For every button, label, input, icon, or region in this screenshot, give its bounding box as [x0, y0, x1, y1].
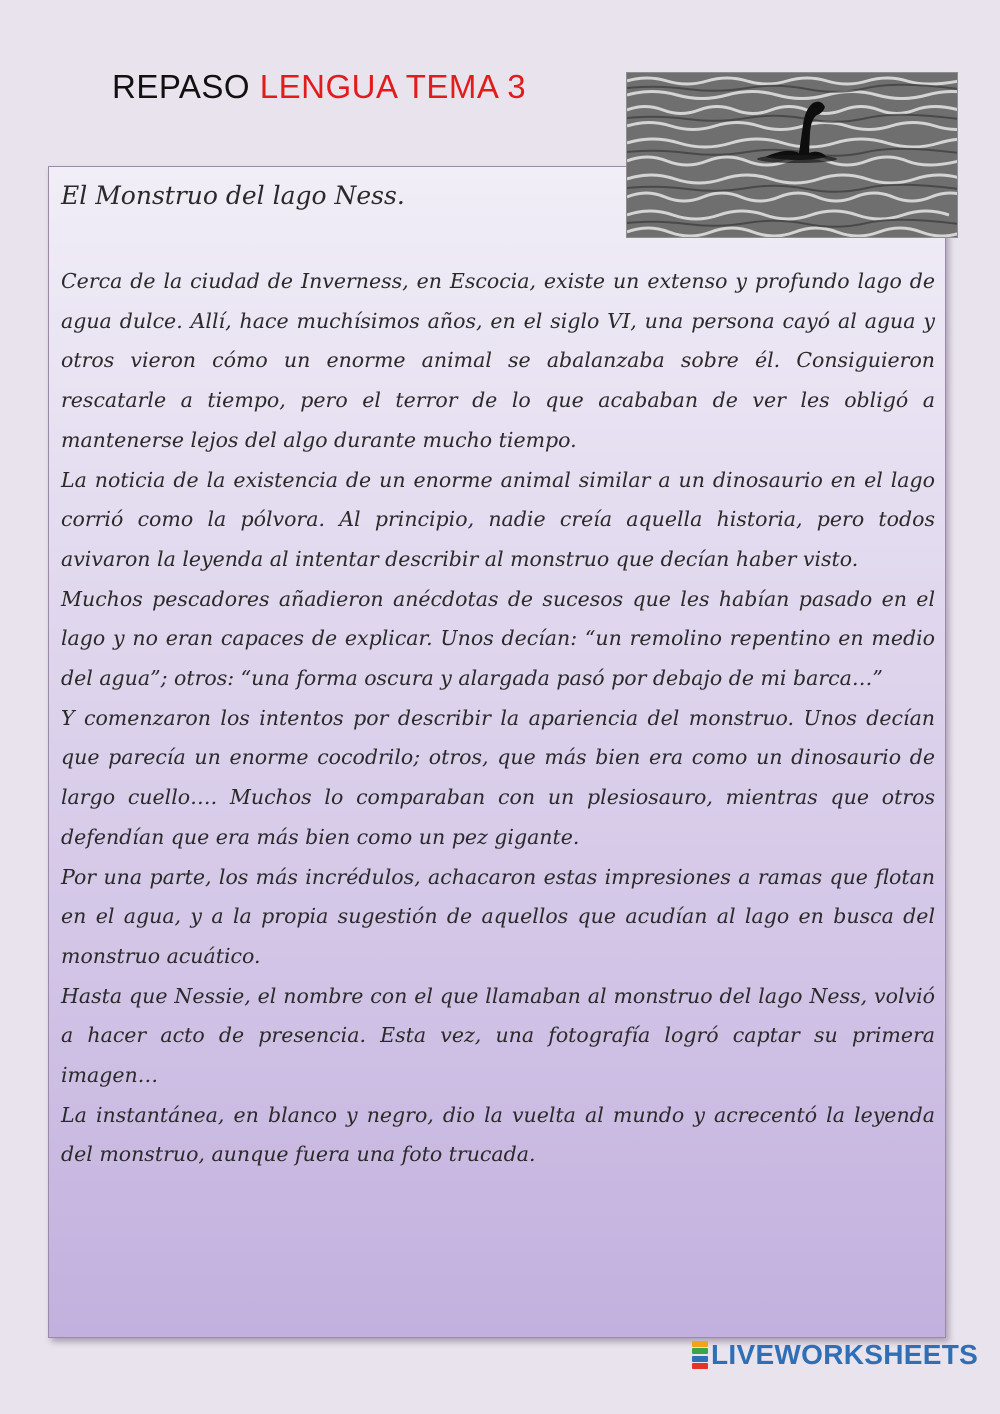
- story-body: [61, 262, 935, 1175]
- loch-ness-monster-photo: [626, 72, 958, 238]
- brand-name: LIVEWORKSHEETS: [711, 1339, 979, 1370]
- story-paragraph-1: Cerca de la ciudad de Inverness, en Escocia, existe un extenso y profundo lago de agua dulce. Allí, hace muchísimos años, en el siglo VI, una persona cayó al agua y otros vieron cómo un enorme animal se abalanzaba sobre él. Consiguieron rescatarle a tiempo, pero el terror de lo que acababan de ver les obligó a mantenerse lejos del algo durante mucho tiempo.: [61, 269, 935, 452]
- story-paragraph-6: Hasta que Nessie, el nombre con el que llamaban al monstruo del lago Ness, volvió a hacer acto de presencia. Esta vez, una fotografía logró captar su primera imagen…: [61, 983, 935, 1088]
- story-paragraph-2: La noticia de la existencia de un enorme animal similar a un dinosaurio en el lago corrió como la pólvora. Al principio, nadie creía aquella historia, pero todos avivaron la leyenda al intentar describir al monstruo que decían haber visto.: [61, 467, 935, 571]
- liveworksheets-brand[interactable]: [692, 1338, 978, 1372]
- loch-ness-photo-svg: [627, 73, 958, 238]
- story-paragraph-7: La instantánea, en blanco y negro, dio la vuelta al mundo y acrecentó la leyenda del monstruo, aunque fuera una foto trucada.: [61, 1102, 935, 1167]
- story-paragraph-3: Muchos pescadores añadieron anécdotas de sucesos que les habían pasado en el lago y no eran capaces de explicar. Unos decían: “un remolino repentino en medio del agua”; otros: “una forma oscura y alargada pasó por debajo de mi barca…”: [61, 586, 935, 691]
- story-paragraph-4: Y comenzaron los intentos por describir la apariencia del monstruo. Unos decían que parecía un enorme cocodrilo; otros, que más bien era como un dinosaurio de largo cuello…. Muchos lo comparaban con un plesiosauro, mientras que otros defendían que era más bien como un pez gigante.: [61, 705, 935, 849]
- liveworksheets-logo-icon: [692, 1341, 708, 1369]
- story-title: El Monstruo del lago Ness.: [61, 181, 405, 210]
- page-title: [112, 68, 526, 106]
- title-repaso: REPASO: [112, 68, 260, 105]
- story-paragraph-5: Por una parte, los más incrédulos, achacaron estas impresiones a ramas que flotan en el agua, y a la propia sugestión de aquellos que acudían al lago en busca del monstruo acuático.: [61, 864, 935, 968]
- title-lengua-tema: LENGUA TEMA 3: [259, 68, 527, 105]
- reading-text-box: [48, 166, 946, 1338]
